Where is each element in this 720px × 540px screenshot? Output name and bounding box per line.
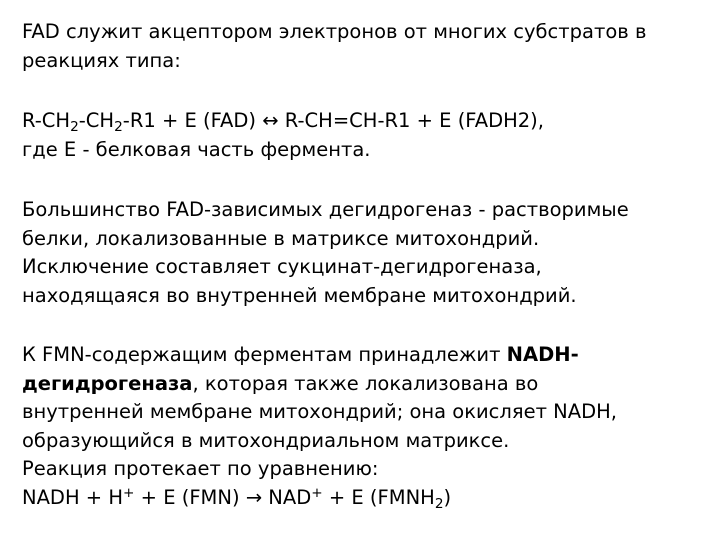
text-line: Реакция протекает по уравнению: [22,457,379,480]
text-line: Большинство FAD-зависимых дегидрогеназ - растворимые [22,198,629,221]
paragraph-fmn-enzymes [22,341,712,512]
text-line: FAD служит акцептором электронов от многих субстратов в [22,20,647,43]
subscript: 2 [114,119,123,136]
reaction-equation-line [22,484,712,513]
text-line: белки, локализованные в матриксе митохондрий. [22,226,540,250]
reaction-equation-line [22,107,712,136]
text-line: где E - белковая часть фермента. [22,137,371,161]
paragraph-fad-dehydrogenases [22,196,712,310]
subscript: 2 [70,119,79,136]
text-line: Исключение составляет сукцинат-дегидрогеназа, [22,255,542,278]
equation-text: -CH [78,109,115,132]
text-segment: К FMN-содержащим ферментам принадлежит [22,343,507,366]
equation-text: -R1 + E (FAD) ↔ R-CH=CH-R1 + E (FADH2), [122,109,544,132]
equation-text: NADH + H [22,485,124,509]
bold-term: NADH- [506,343,579,366]
paragraph-fad-acceptor [22,18,712,75]
bold-term: дегидрогеназа [22,371,193,395]
text-line: образующийся в митохондриальном матриксе. [22,428,510,452]
text-line: реакциях типа: [22,48,181,72]
equation-text: + E (FMN) → NAD [134,485,312,509]
equation-text: + E (FMNH [322,485,435,509]
text-line: находящаяся во внутренней мембране митохондрий. [22,283,577,307]
text-line: внутренней мембране митохондрий; она окисляет NADH, [22,400,617,423]
text-line [22,370,712,399]
text-segment: , которая также локализована во [192,371,539,395]
equation-text: ) [443,485,452,509]
superscript: + [123,484,135,501]
subscript: 2 [434,495,444,512]
paragraph-fad-reaction [22,107,712,164]
text-line [22,341,712,370]
equation-text: R-CH [22,109,71,132]
superscript: + [311,484,323,501]
